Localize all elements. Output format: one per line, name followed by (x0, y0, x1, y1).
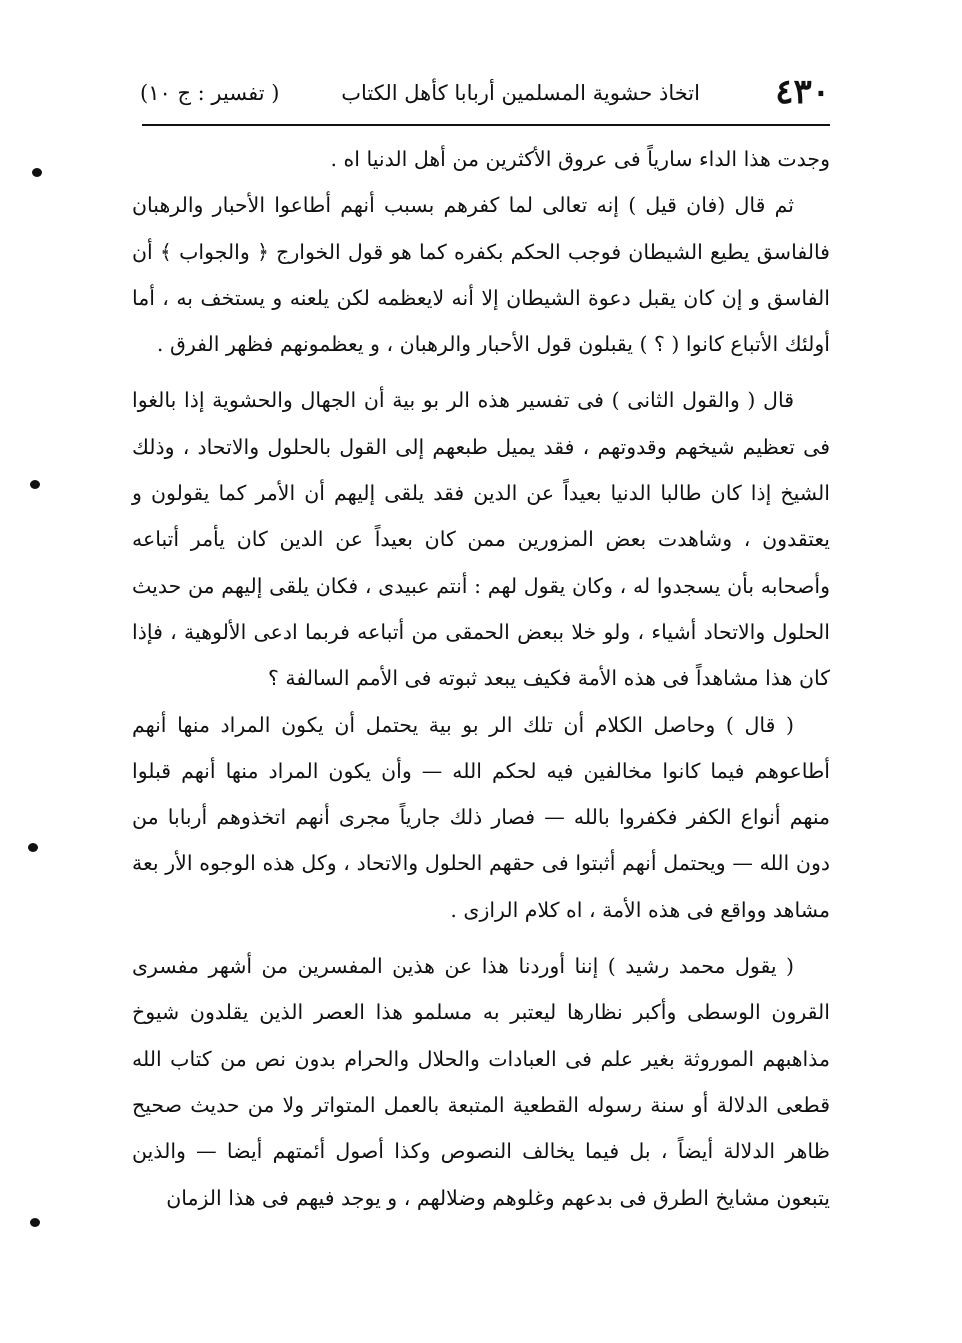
paragraph-4: ( قال ) وحاصل الكلام أن تلك الر بو بية يحتمل أن يكون المراد منها أنهم أطاعوهم فيما كانوا مخالفين فيه لحكم الله — وأن يكون المراد منها أنهم قبلوا منهم أنواع الكفر فكفروا بالله — فصار ذلك جارياً مجرى أنهم اتخذوهم أربابا من دون الله — ويحتمل أنهم أثبتوا فى حقهم الحلول والاتحاد ، وكل هذه الوجوه الأر بعة مشاهد وواقع فى هذه الأمة ، اه كلام الرازى . (132, 712, 830, 922)
paragraph-3: قال ( والقول الثانى ) فى تفسير هذه الر بو بية أن الجهال والحشوية إذا بالغوا فى تعظيم شيخهم وقدوتهم ، فقد يميل طبعهم إلى القول بالحلول والاتحاد ، وذلك الشيخ إذا كان طالبا الدنيا بعيداً عن الدين فقد يلقى إليهم أن الأمر كما يقولون و يعتقدون ، وشاهدت بعض المزورين ممن كان بعيداً عن الدين كان يأمر أتباعه وأصحابه بأن يسجدوا له ، وكان يقول لهم : أنتم عبيدى ، فكان يلقى إليهم من حديث الحلول والاتحاد أشياء ، ولو خلا ببعض الحمقى من أتباعه فربما ادعى الألوهية ، فإذا كان هذا مشاهداً فى هذه الأمة فكيف يبعد ثبوته فى الأمم السالفة ؟ (132, 388, 830, 691)
page-number: ٤٣٠ (775, 72, 830, 112)
header-divider (142, 124, 830, 126)
binding-hole-mark (30, 1218, 40, 1227)
running-header (140, 72, 830, 116)
running-title: اتخاذ حشوية المسلمين أربابا كأهل الكتاب (341, 81, 700, 105)
binding-hole-mark (28, 843, 38, 852)
binding-hole-mark (30, 480, 40, 489)
main-text (132, 136, 830, 1221)
paragraph-5: ( يقول محمد رشيد ) إننا أوردنا هذا عن هذين المفسرين من أشهر مفسرى القرون الوسطى وأكبر نظارها ليعتبر به مسلمو هذا العصر الذين يقلدون شيوخ مذاهبهم الموروثة بغير علم فى العبادات والحلال والحرام بدون نص من كتاب الله قطعى الدلالة أو سنة رسوله القطعية المتبعة بالعمل المتواتر ولا من حديث صحيح ظاهر الدلالة أيضاً ، بل فيما يخالف النصوص وكذا أصول أئمتهم أيضا — والذين يتبعون مشايخ الطرق فى بدعهم وغلوهم وضلالهم ، و يوجد فيهم فى هذا الزمان (132, 954, 830, 1210)
paragraph-2: ثم قال (فان قيل ) إنه تعالى لما كفرهم بسبب أنهم أطاعوا الأحبار والرهبان فالفاسق يطيع الشيطان فوجب الحكم بكفره كما هو قول الخوارج ﴿ والجواب ﴾ أن الفاسق و إن كان يقبل دعوة الشيطان إلا أنه لايعظمه لكن يلعنه و يستخف به ، أما أولئك الأتباع كانوا ( ؟ ) يقبلون قول الأحبار والرهبان ، و يعظمونهم فظهر الفرق . (132, 193, 830, 357)
binding-hole-mark (32, 168, 42, 177)
paragraph-1: وجدت هذا الداء سارياً فى عروق الأكثرين من أهل الدنيا اه . (330, 147, 830, 171)
volume-reference: ( تفسير : ج ١٠) (140, 81, 280, 105)
